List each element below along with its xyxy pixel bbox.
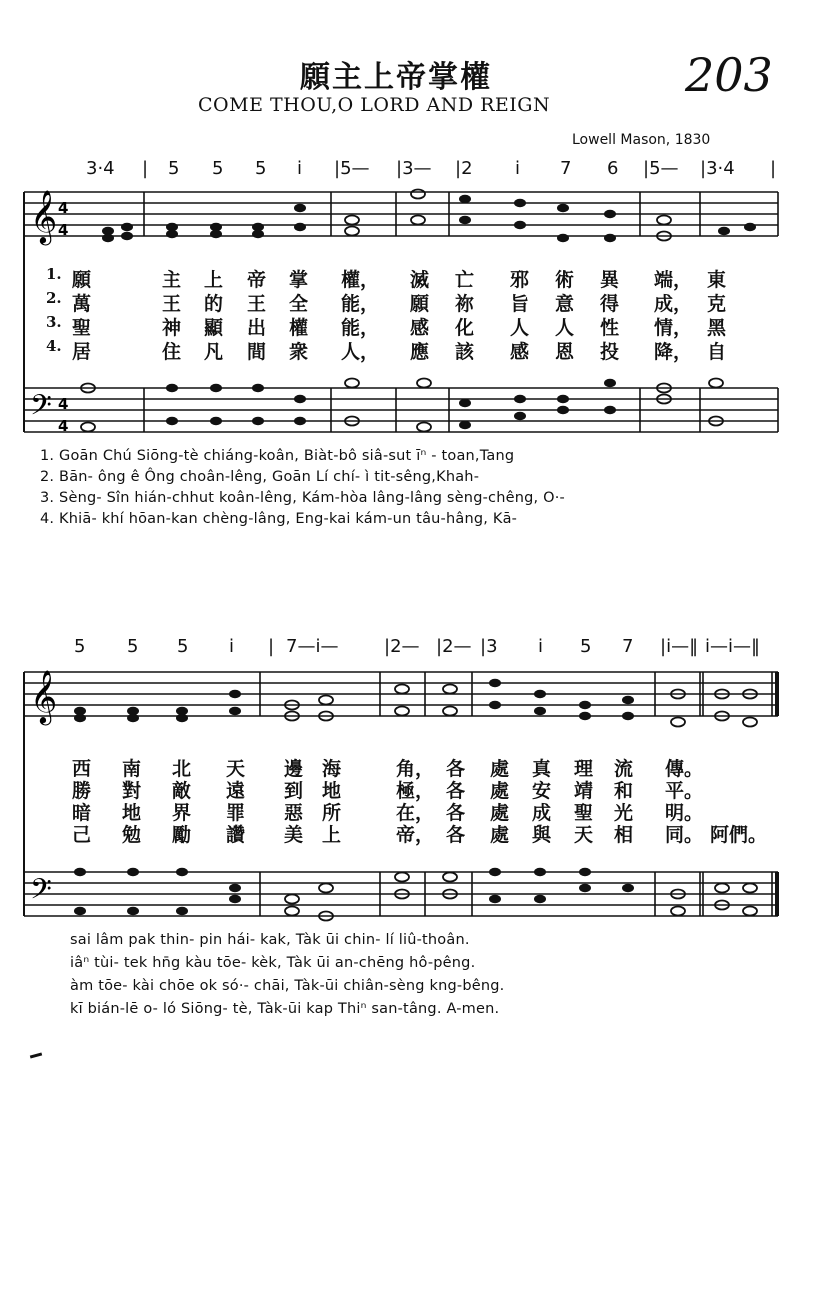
treble-clef-icon: 𝄞 bbox=[30, 669, 58, 723]
romanized-lyric-line: àm tōe- kài chōe ok só·- chāi, Tàk-ūi chiân-sèng kng-bêng. bbox=[70, 978, 505, 994]
composer-credit: Lowell Mason, 1830 bbox=[572, 132, 711, 148]
notation-token: 7 bbox=[622, 636, 634, 657]
romanized-lyric-line: sai lâm pak thin- pin hái- kak, Tàk ūi chin- lí liû-thoân. bbox=[70, 932, 470, 948]
chinese-lyrics-system-1 bbox=[0, 265, 818, 365]
time-signature-top: 4 bbox=[58, 395, 69, 413]
notation-token: |5— bbox=[643, 158, 679, 179]
notation-token: 5 bbox=[74, 636, 86, 657]
notation-token: 3·4 bbox=[86, 158, 115, 179]
romanized-lyric-line: 2. Bān- ông ê Ông choân-lêng, Goān Lí chí- ì tit-sêng,Khah- bbox=[40, 469, 480, 485]
page-title-chinese: 願主上帝掌權 bbox=[300, 60, 492, 95]
notation-token: 6 bbox=[607, 158, 619, 179]
notation-token: 7—i— bbox=[286, 636, 339, 657]
notation-token: i bbox=[538, 636, 544, 657]
notation-token: |5— bbox=[334, 158, 370, 179]
verse-line: 2. 萬 王 的 王 全 能， 願 祢 旨 意 得 成， 克 bbox=[46, 289, 727, 315]
notation-token: 5 bbox=[580, 636, 592, 657]
treble-clef-icon: 𝄞 bbox=[30, 189, 58, 243]
verse-line: 3. 聖 神 顯 出 權 能， 感 化 人 人 性 情， 黑 bbox=[46, 313, 727, 339]
verse-line: 暗 地 界 罪 惡 所 在， 各 處 成 聖 光 明。 bbox=[72, 802, 704, 824]
notation-token: 5 bbox=[127, 636, 139, 657]
notation-token: 5 bbox=[212, 158, 224, 179]
treble-staff-1 bbox=[24, 192, 778, 236]
time-signature-top: 4 bbox=[58, 199, 69, 217]
page-title-english: COME THOU,O LORD AND REIGN bbox=[198, 94, 551, 116]
verse-line: 己 勉 勵 讚 美 上 帝， 各 處 與 天 相 同。 阿們。 bbox=[72, 824, 768, 846]
notation-token: |3 bbox=[480, 636, 498, 657]
notation-token: |2— bbox=[436, 636, 472, 657]
time-signature-bottom: 4 bbox=[58, 221, 69, 239]
time-signature-bottom: 4 bbox=[58, 417, 69, 435]
notation-token: |i—‖ bbox=[660, 636, 699, 657]
romanized-lyric-line: 3. Sèng- Sîn hián-chhut koân-lêng, Kám-hòa lâng-lâng sèng-chêng, O·- bbox=[40, 490, 565, 506]
notation-token: i—i—‖ bbox=[705, 636, 761, 657]
notation-token: 5 bbox=[168, 158, 180, 179]
hymn-number: 203 bbox=[685, 48, 773, 102]
notation-token: i bbox=[297, 158, 303, 179]
notation-token: |3·4 bbox=[700, 158, 735, 179]
romanized-lyric-line: iâⁿ tùi- tek hn̄g kàu tōe- kèk, Tàk ūi an-chēng hô-pêng. bbox=[70, 955, 476, 971]
notation-token: 7 bbox=[560, 158, 572, 179]
romanized-lyric-line: 1. Goān Chú Siōng-tè chiáng-koân, Biàt-bô siâ-sut īⁿ - toan,Tang bbox=[40, 448, 515, 464]
romanized-lyric-line: 4. Khiā- khí hōan-kan chèng-lâng, Eng-kai kám-un tâu-hâng, Kā- bbox=[40, 511, 518, 527]
romanized-lyric-line: kī bián-lē o- ló Siōng- tè, Tàk-ūi kap Thiⁿ san-tâng. A-men. bbox=[70, 1001, 500, 1017]
verse-line: 4. 居 住 凡 間 衆 人， 應 該 感 恩 投 降， 自 bbox=[46, 337, 727, 363]
notation-token: 5 bbox=[177, 636, 189, 657]
verse-line: 西 南 北 天 邊 海 角， 各 處 真 理 流 傳。 bbox=[72, 758, 704, 780]
notation-token: |2— bbox=[384, 636, 420, 657]
verse-line: 勝 對 敵 遠 到 地 極， 各 處 安 靖 和 平。 bbox=[72, 780, 704, 802]
notation-token: | bbox=[268, 636, 275, 657]
bass-clef-icon: 𝄢 bbox=[30, 873, 52, 913]
notes-bass-2 bbox=[74, 868, 634, 915]
notation-token: | bbox=[142, 158, 149, 179]
notation-token: |3— bbox=[396, 158, 432, 179]
chinese-lyrics-system-2 bbox=[0, 754, 818, 854]
notation-token: | bbox=[770, 158, 777, 179]
notation-token: |2 bbox=[455, 158, 473, 179]
notation-token: 5 bbox=[255, 158, 267, 179]
bass-clef-icon: 𝄢 bbox=[30, 389, 52, 429]
notation-token: i bbox=[515, 158, 521, 179]
notation-token: i bbox=[229, 636, 235, 657]
verse-line: 1. 願 主 上 帝 掌 權， 滅 亡 邪 術 異 端， 東 bbox=[46, 265, 727, 291]
